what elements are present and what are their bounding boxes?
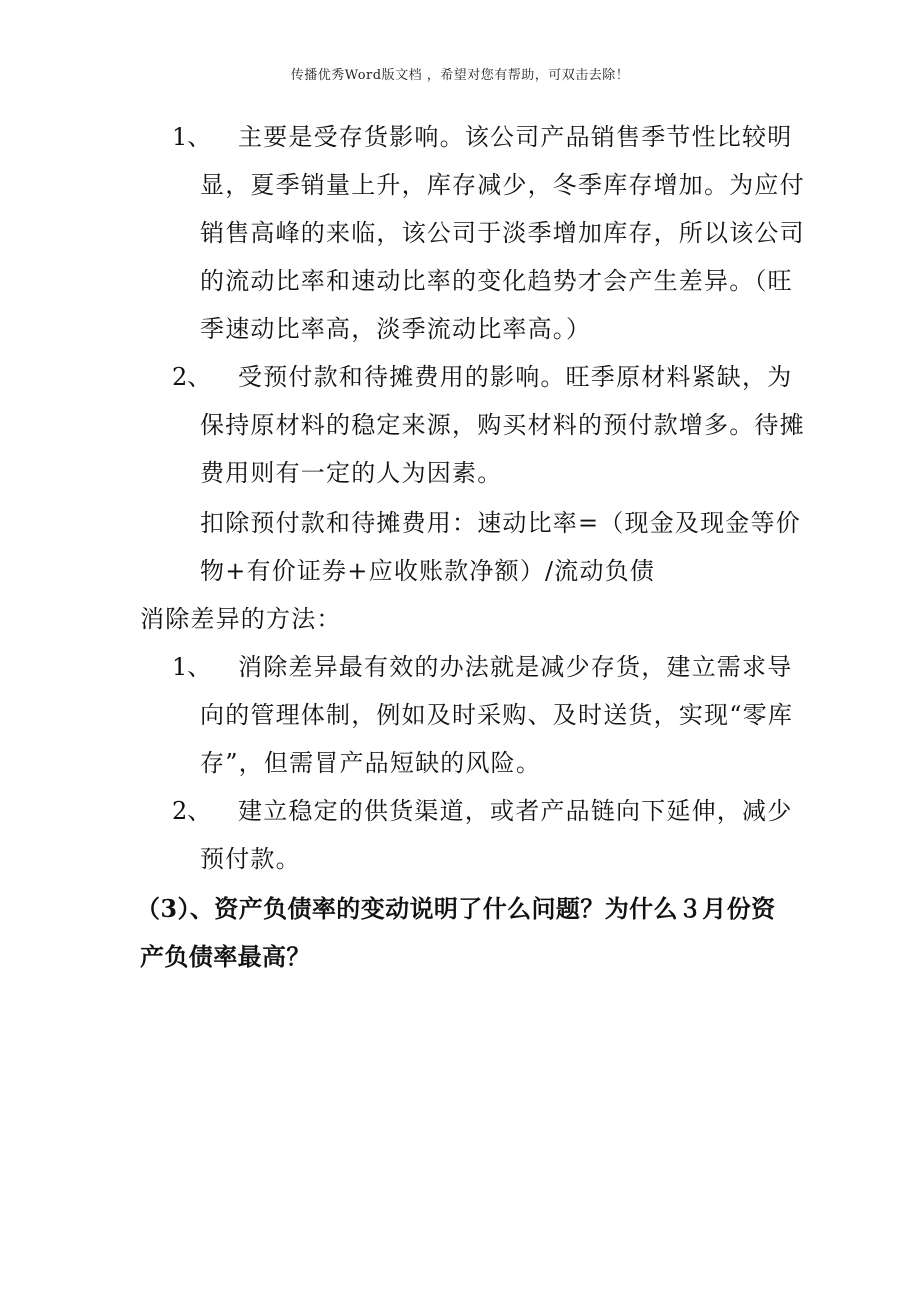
page-header: 传播优秀Word版文档 ，希望对您有帮助，可双击去除！ [290, 68, 630, 83]
method-1-line-1: 消除差异最有效的办法就是减少存货，建立需求导 [238, 653, 793, 681]
item-1-line-3: 销售高峰的来临，该公司于淡季增加库存，所以该公司 [200, 219, 805, 247]
methods-heading: 消除差异的方法： [140, 605, 342, 633]
item-1-number: 1、 [172, 123, 212, 151]
item-1-line-2: 显，夏季销量上升，库存减少，冬季库存增加。为应付 [200, 171, 805, 199]
item-2-line-3: 费用则有一定的人为因素。 [200, 459, 503, 487]
method-2-line-1: 建立稳定的供货渠道，或者产品链向下延伸，减少 [238, 797, 793, 825]
question-line-1: （3）、资产负债率的变动说明了什么问题？为什么３月份资 [136, 894, 776, 923]
method-1-line-2: 向的管理体制，例如及时采购、及时送货，实现“零库 [200, 701, 794, 729]
method-2-number: 2、 [172, 797, 212, 825]
item-1-line-5: 季速动比率高，淡季流动比率高。） [200, 315, 592, 343]
method-1-number: 1、 [172, 653, 212, 681]
question-line-2: 产负债率最高？ [140, 942, 311, 971]
formula-line-1: 扣除预付款和待摊费用：速动比率=（现金及现金等价 [200, 509, 801, 537]
method-2-line-2: 预付款。 [200, 845, 301, 873]
method-1-line-3: 存”，但需冒产品短缺的风险。 [200, 749, 542, 777]
item-2-number: 2、 [172, 363, 212, 391]
item-1-line-4: 的流动比率和速动比率的变化趋势才会产生差异。（旺 [200, 267, 793, 295]
item-1-line-1: 主要是受存货影响。该公司产品销售季节性比较明 [238, 123, 793, 151]
item-2-line-2: 保持原材料的稳定来源，购买材料的预付款增多。待摊 [200, 411, 805, 439]
formula-line-2: 物+有价证券+应收账款净额）/流动负债 [200, 557, 656, 585]
item-2-line-1: 受预付款和待摊费用的影响。旺季原材料紧缺，为 [238, 363, 793, 391]
